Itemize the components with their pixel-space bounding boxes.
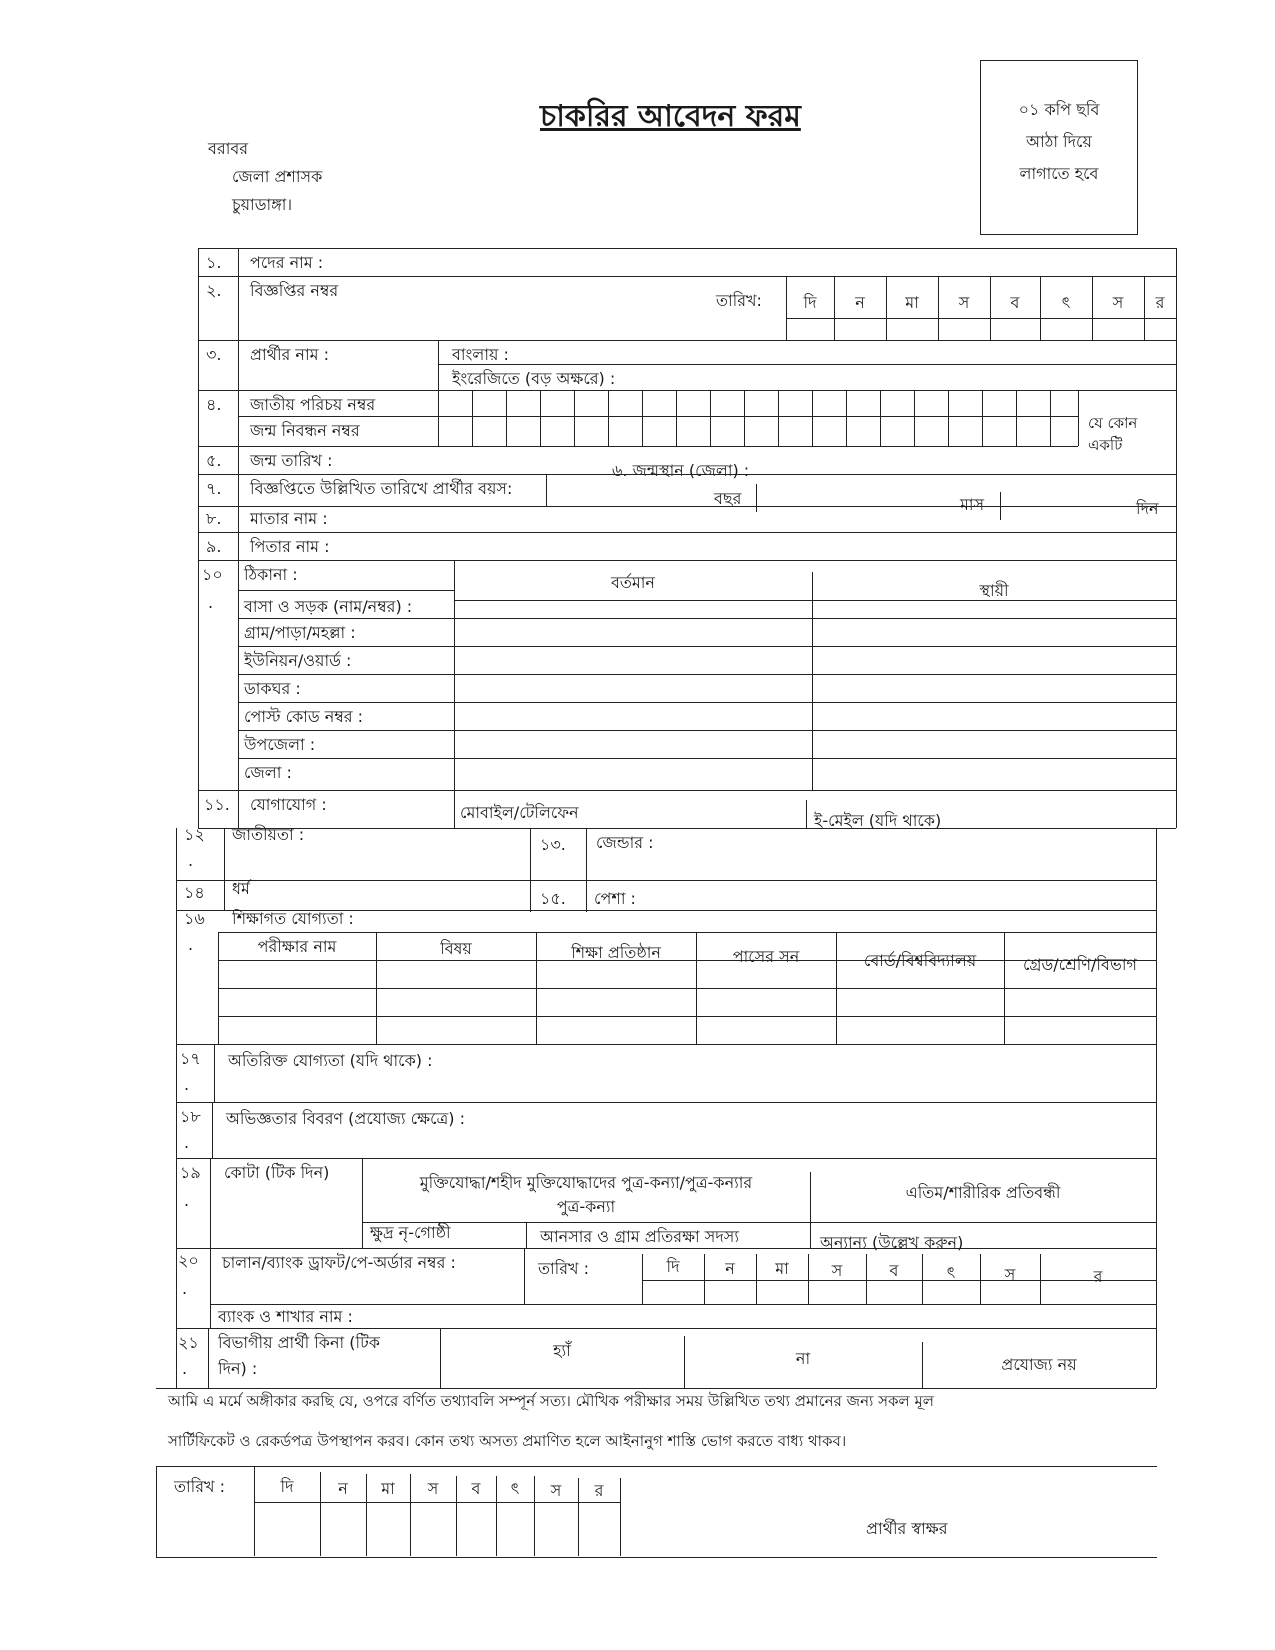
challan-date-cell-5: ব bbox=[889, 1261, 899, 1280]
challan-date-cell-6: ৎ bbox=[946, 1263, 956, 1282]
footer-date-cell-8: র bbox=[594, 1481, 604, 1500]
quota-ansar-vdp[interactable]: আনসার ও গ্রাম প্রতিরক্ষা সদস্য bbox=[540, 1227, 739, 1246]
occupation-label: পেশা : bbox=[594, 889, 636, 908]
quota-label: কোটা (টিক দিন) bbox=[224, 1163, 330, 1182]
circular-date-cell-2: ন bbox=[855, 293, 865, 312]
footer-date-cell-7: স bbox=[550, 1481, 562, 1500]
age-label: বিজ্ঞপ্তিতে উল্লিখিত তারিখে প্রার্থীর বয়স: bbox=[250, 479, 513, 498]
challan-date-cell-2: ন bbox=[725, 1259, 735, 1278]
footer-date-cell-2: ন bbox=[338, 1479, 348, 1498]
row-10-number: ১০ bbox=[202, 565, 223, 584]
address-field-union: ইউনিয়ন/ওয়ার্ড : bbox=[244, 651, 352, 670]
age-month-label: মাস bbox=[960, 495, 985, 514]
footer-date-label: তারিখ : bbox=[174, 1477, 226, 1496]
circular-date-cell-5: ব bbox=[1010, 293, 1020, 312]
row-12-dot: . bbox=[188, 851, 194, 870]
nationality-label: জাতীয়তা : bbox=[232, 825, 305, 844]
nid-label: জাতীয় পরিচয় নম্বর bbox=[250, 395, 376, 414]
row-11-number: ১১. bbox=[204, 795, 230, 814]
gender-label: জেন্ডার : bbox=[596, 833, 654, 852]
address-field-house: বাসা ও সড়ক (নাম/নম্বর) : bbox=[244, 597, 413, 616]
departmental-no[interactable]: না bbox=[795, 1349, 811, 1368]
address-field-village: গ্রাম/পাড়া/মহল্লা : bbox=[244, 623, 356, 642]
father-name-label: পিতার নাম : bbox=[250, 537, 330, 556]
permanent-address-header: স্থায়ী bbox=[979, 581, 1009, 600]
challan-date-cell-4: স bbox=[831, 1261, 843, 1280]
edu-col-grade: গ্রেড/শ্রেণি/বিভাগ bbox=[1023, 955, 1137, 974]
birthplace-label: ৬. জন্মস্থান (জেলা) : bbox=[612, 461, 750, 480]
row-12-number: ১২ bbox=[184, 825, 205, 844]
row-14-number: ১৪ bbox=[184, 883, 205, 902]
footer-date-cell-3: মা bbox=[381, 1479, 395, 1498]
bank-branch-label: ব্যাংক ও শাখার নাম : bbox=[218, 1307, 353, 1326]
row-21-number: ২১ bbox=[178, 1333, 199, 1352]
email-label: ই-মেইল (যদি থাকে) bbox=[814, 811, 942, 830]
name-bangla-label: বাংলায় : bbox=[452, 345, 509, 364]
quota-ethnic-minority[interactable]: ক্ষুদ্র নৃ-গোষ্ঠী bbox=[370, 1223, 451, 1242]
age-day-label: দিন bbox=[1136, 499, 1159, 518]
extra-qualification-label: অতিরিক্ত যোগ্যতা (যদি থাকে) : bbox=[228, 1051, 433, 1070]
departmental-not-applicable[interactable]: প্রযোজ্য নয় bbox=[1001, 1355, 1077, 1374]
challan-label: চালান/ব্যাংক ড্রাফট/পে-অর্ডার নম্বর : bbox=[222, 1253, 456, 1272]
either-one-note: যে কোন একটি bbox=[1088, 414, 1138, 454]
challan-date-cell-1: দি bbox=[666, 1257, 680, 1276]
row-10-dot: . bbox=[208, 593, 214, 612]
row-4-number: ৪. bbox=[206, 395, 222, 414]
circular-date-cell-1: দি bbox=[803, 293, 817, 312]
departmental-label-line-2: দিন) : bbox=[218, 1359, 258, 1378]
address-field-post-code: পোস্ট কোড নম্বর : bbox=[244, 707, 364, 726]
row-18-number: ১৮ bbox=[180, 1107, 201, 1126]
circular-date-cell-7: স bbox=[1112, 293, 1124, 312]
challan-date-label: তারিখ : bbox=[538, 1259, 590, 1278]
recipient-to: বরাবর bbox=[208, 139, 249, 158]
mobile-label: মোবাইল/টেলিফেন bbox=[460, 803, 579, 822]
birth-date-label: জন্ম তারিখ : bbox=[250, 451, 333, 470]
circular-date-label: তারিখ: bbox=[716, 291, 762, 310]
recipient-designation: জেলা প্রশাসক bbox=[232, 167, 323, 186]
circular-date-cell-8: র bbox=[1155, 293, 1165, 312]
photo-note-line-3: লাগাতে হবে bbox=[1019, 164, 1099, 183]
challan-date-cell-7: স bbox=[1004, 1265, 1016, 1284]
quota-others[interactable]: অন্যান্য (উল্লেখ করুন) bbox=[820, 1233, 964, 1252]
applicant-name-label: প্রার্থীর নাম : bbox=[250, 345, 329, 364]
photo-note-line-1: ০১ কপি ছবি bbox=[1018, 100, 1100, 119]
footer-date-cell-4: স bbox=[427, 1479, 439, 1498]
row-9-number: ৯. bbox=[206, 537, 222, 556]
row-13-number: ১৩. bbox=[540, 835, 566, 854]
address-label: ঠিকানা : bbox=[244, 565, 298, 584]
name-english-label: ইংরেজিতে (বড় অক্ষরে) : bbox=[452, 369, 616, 388]
declaration-line-2: সার্টিফিকেট ও রেকর্ডপত্র উপস্থাপন করব। কোন তথ্য অসত্য প্রমাণিত হলে আইনানুগ শাস্তি ভোগ করতে বাধ্য থাকব। bbox=[168, 1432, 847, 1450]
experience-label: অভিজ্ঞতার বিবরণ (প্রযোজ্য ক্ষেত্রে) : bbox=[226, 1109, 466, 1128]
challan-date-cell-8: র bbox=[1093, 1267, 1103, 1286]
row-1-number: ১. bbox=[206, 253, 222, 272]
quota-orphan-disabled[interactable]: এতিম/শারীরিক প্রতিবন্ধী bbox=[905, 1183, 1061, 1202]
footer-date-cell-6: ৎ bbox=[510, 1479, 520, 1498]
row-17-dot: . bbox=[184, 1075, 190, 1094]
education-label: শিক্ষাগত যোগ্যতা : bbox=[232, 909, 354, 928]
edu-col-subject: বিষয় bbox=[440, 939, 472, 958]
address-field-post-office: ডাকঘর : bbox=[244, 679, 301, 698]
photo-box[interactable] bbox=[980, 60, 1138, 235]
age-year-label: বছর bbox=[714, 489, 742, 508]
row-17-number: ১৭ bbox=[180, 1049, 201, 1068]
circular-number-label: বিজ্ঞপ্তির নম্বর bbox=[250, 281, 339, 300]
row-8-number: ৮. bbox=[206, 509, 222, 528]
row-19-dot: . bbox=[184, 1191, 190, 1210]
edu-col-board: বোর্ড/বিশ্ববিদ্যালয় bbox=[863, 951, 977, 970]
departmental-yes[interactable]: হ্যাঁ bbox=[553, 1341, 571, 1360]
address-field-district: জেলা : bbox=[244, 763, 292, 782]
declaration-line-1: আমি এ মর্মে অঙ্গীকার করছি যে, ওপরে বর্ণিত তথ্যাবলি সম্পূর্ন সত্য। মৌখিক পরীক্ষার সময় উল্লিখিত তথ্য প্রমানের জন্য সকল মূল bbox=[168, 1392, 934, 1410]
circular-date-cell-4: স bbox=[958, 293, 970, 312]
row-3-number: ৩. bbox=[206, 345, 222, 364]
row-16-number: ১৬ bbox=[184, 909, 205, 928]
row-16-dot: . bbox=[188, 935, 194, 954]
address-field-upazila: উপজেলা : bbox=[244, 735, 316, 754]
quota-freedom-fighter-line-1[interactable]: মুক্তিযোদ্ধা/শহীদ মুক্তিযোদ্ধাদের পুত্র-কন্যা/পুত্র-কন্যার bbox=[419, 1173, 753, 1192]
row-18-dot: . bbox=[184, 1133, 190, 1152]
photo-note-line-2: আঠা দিয়ে bbox=[1026, 132, 1092, 151]
mother-name-label: মাতার নাম : bbox=[250, 509, 328, 528]
row-20-dot: . bbox=[182, 1279, 188, 1298]
edu-col-exam: পরীক্ষার নাম bbox=[257, 937, 337, 956]
religion-label: ধর্ম bbox=[232, 879, 250, 898]
edu-col-institution: শিক্ষা প্রতিষ্ঠান bbox=[571, 943, 661, 962]
challan-date-cell-3: মা bbox=[775, 1259, 789, 1278]
recipient-place: চুয়াডাঙ্গা। bbox=[232, 195, 293, 214]
quota-freedom-fighter-line-2: পুত্র-কন্যা bbox=[556, 1197, 616, 1216]
departmental-label-line-1: বিভাগীয় প্রার্থী কিনা (টিক bbox=[218, 1333, 381, 1352]
circular-date-cell-3: মা bbox=[905, 293, 919, 312]
row-21-dot: . bbox=[182, 1359, 188, 1378]
birth-reg-label: জন্ম নিবন্ধন নম্বর bbox=[250, 421, 360, 440]
signature-label: প্রার্থীর স্বাক্ষর bbox=[866, 1519, 948, 1538]
row-19-number: ১৯ bbox=[180, 1163, 201, 1182]
circular-date-cell-6: ৎ bbox=[1061, 293, 1071, 312]
footer-date-cell-5: ব bbox=[471, 1479, 481, 1498]
contact-label: যোগাযোগ : bbox=[250, 795, 327, 814]
row-20-number: ২০ bbox=[178, 1251, 199, 1270]
row-15-number: ১৫. bbox=[540, 889, 566, 908]
footer-date-cell-1: দি bbox=[280, 1477, 294, 1496]
post-name-label: পদের নাম : bbox=[250, 253, 324, 272]
form-title: চাকরির আবেদন ফরম bbox=[540, 99, 801, 134]
present-address-header: বর্তমান bbox=[611, 573, 655, 592]
row-5-number: ৫. bbox=[206, 451, 222, 470]
edu-col-pass-year: পাসের সন bbox=[732, 947, 800, 966]
row-7-number: ৭. bbox=[206, 479, 222, 498]
row-2-number: ২. bbox=[206, 281, 222, 300]
